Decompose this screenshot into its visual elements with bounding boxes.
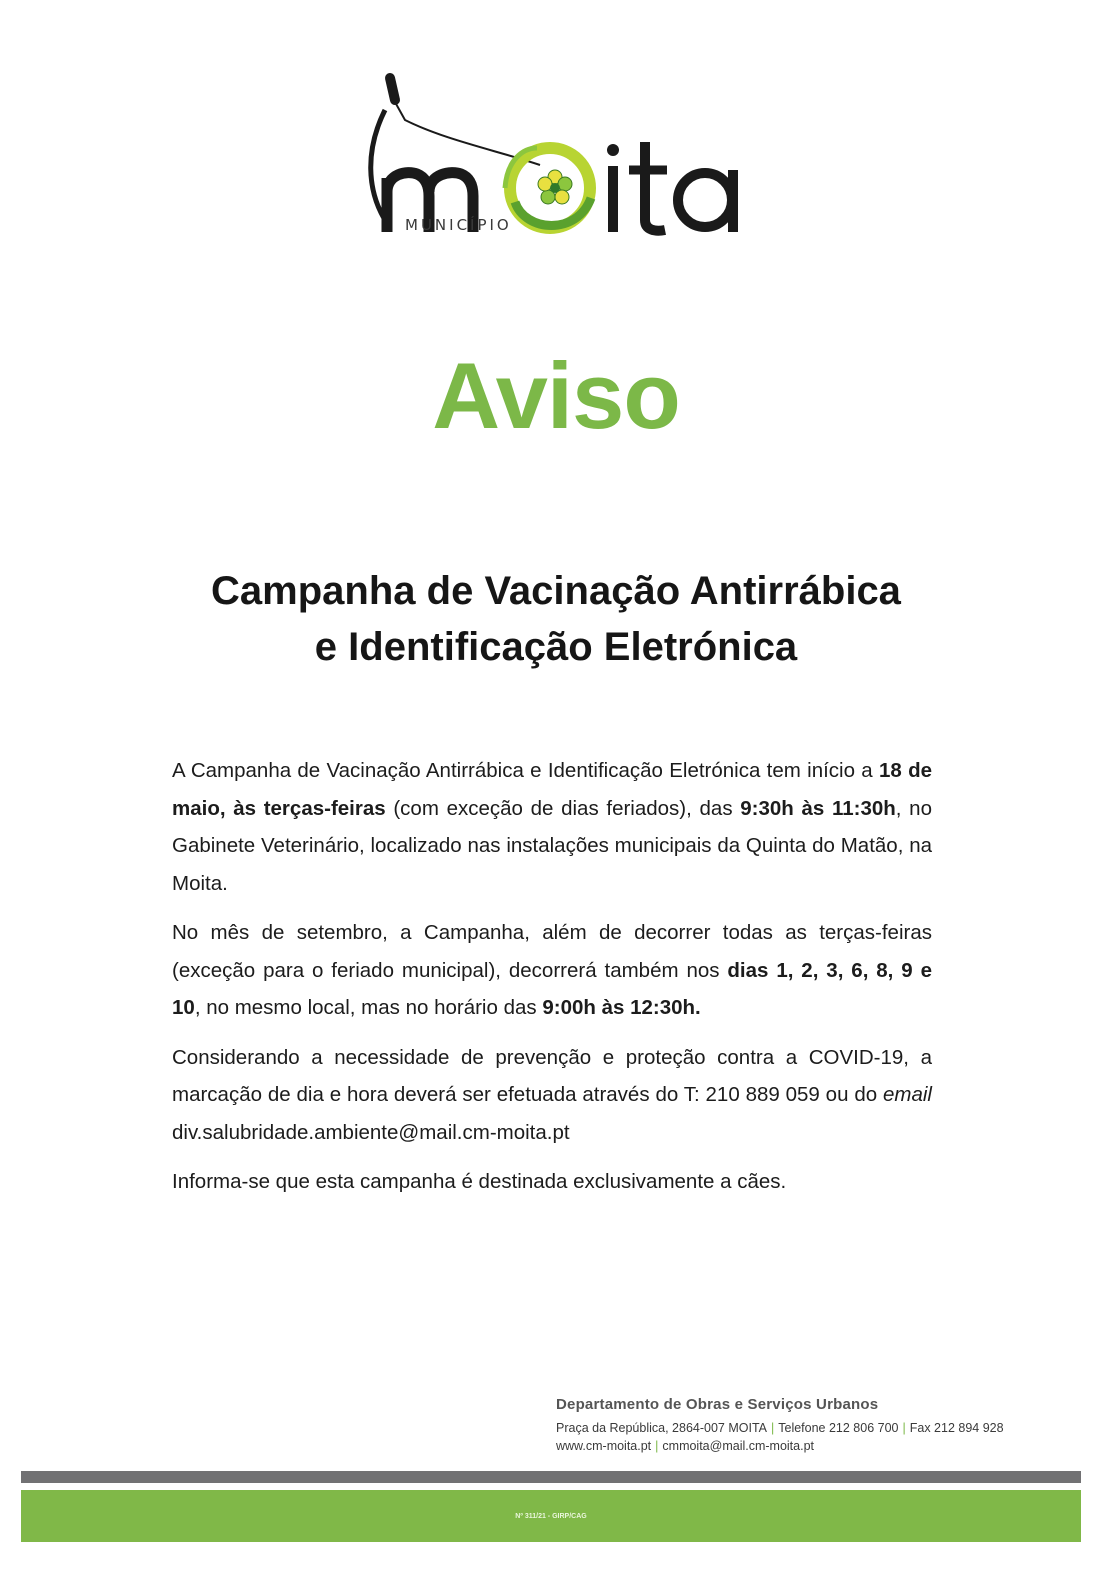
document-reference: Nº 311/21 - GIRP/CAG [515,1513,587,1520]
paragraph-booking-info [172,1039,932,1152]
contact-email-link[interactable]: cmmoita@mail.cm-moita.pt [662,1439,815,1453]
department-address: Praça da República, 2864-007 MOITA [556,1421,767,1435]
notice-body [172,752,932,1213]
notice-heading-line1: Campanha de Vacinação Antirrábica [211,569,901,613]
department-contact-block [556,1396,1076,1455]
website-link[interactable]: www.cm-moita.pt [556,1439,652,1453]
booking-email[interactable]: div.salubridade.ambiente@mail.cm-moita.pt [172,1120,570,1144]
paragraph-start-info [172,752,932,902]
schedule-hours: 9:30h às 11:30h [740,796,896,820]
email-label: email [883,1083,932,1106]
separator: | [655,1439,659,1453]
department-name: Departamento de Obras e Serviços Urbanos [556,1396,879,1413]
department-web-line [556,1437,1076,1455]
paragraph-september-info [172,914,932,1027]
september-hours: 9:00h às 12:30h. [542,996,701,1019]
text: Informa-se que esta campanha é destinada exclusivamente a cães. [172,1170,787,1193]
text: , no Gabinete Veterinário, localizado nas instalações municipais da Quinta do Matão, na Moita. [172,796,932,895]
paragraph-dogs-only [172,1163,932,1201]
separator: | [902,1421,906,1435]
separator: | [771,1421,775,1435]
text: No mês de setembro, a Campanha, além de decorrer todas as terças-feiras (exceção para o feriado municipal), decorrerá também nos [172,921,932,982]
logo-municipio-label: MUNICÍPIO [405,216,512,234]
text: Considerando a necessidade de prevenção e proteção contra a COVID-19, a marcação de dia e hora deverá ser efetuada através do T: 210 889 059 ou do [172,1045,932,1106]
footer-gray-bar [21,1471,1081,1483]
footer-green-bar [21,1490,1081,1542]
september-days: dias 1, 2, 3, 6, 8, 9 e 10 [172,958,932,1019]
text: A Campanha de Vacinação Antirrábica e Identificação Eletrónica tem início a [172,759,879,782]
page-title: Aviso [432,343,680,448]
notice-heading-line2: e Identificação Eletrónica [314,625,798,669]
department-phone: Telefone 212 806 700 [778,1421,899,1435]
text: , no mesmo local, mas no horário das [194,996,543,1019]
notice-heading [0,563,1112,675]
department-fax: Fax 212 894 928 [909,1421,1004,1435]
text: (com exceção de dias feriados), das [385,796,741,820]
start-date: 18 de maio, às terças-feiras [172,759,932,820]
department-address-line [556,1419,1076,1437]
municipio-moita-logo [355,70,755,250]
